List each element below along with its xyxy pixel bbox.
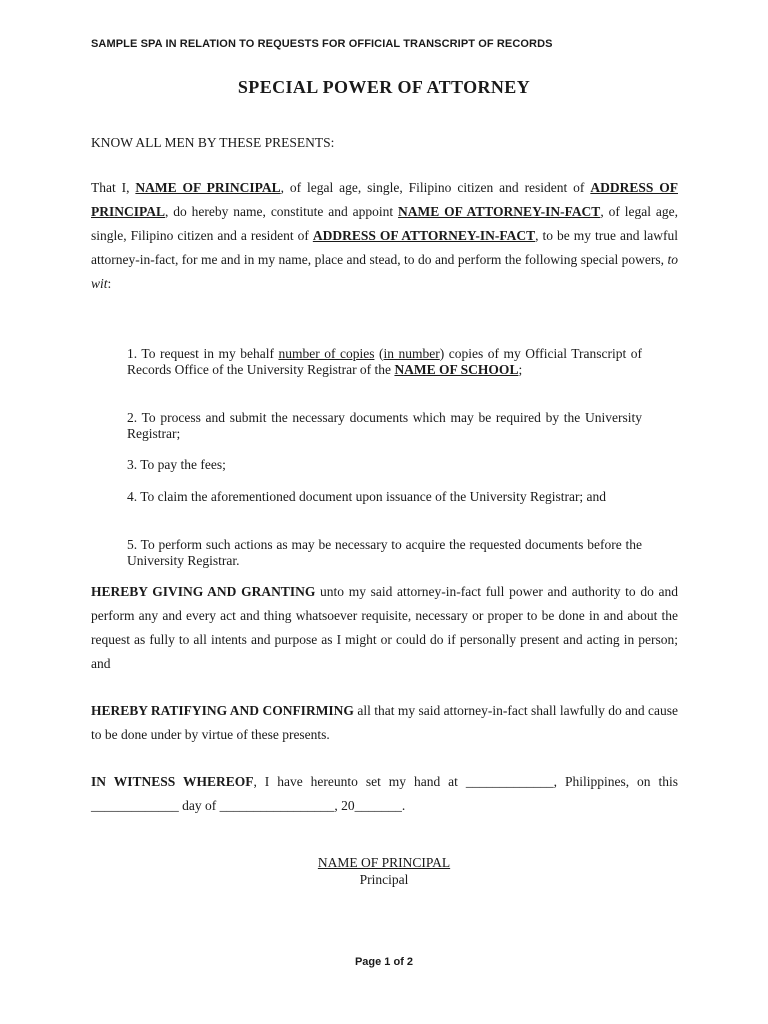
signature-block bbox=[0, 854, 768, 888]
intro-text-5: , to be my true and lawful attorney-in-fact, for me and in my name, place and stead, to do and perform the following special powers, bbox=[91, 228, 678, 267]
document-title: SPECIAL POWER OF ATTORNEY bbox=[237, 77, 531, 97]
power-1-text-c: ) copies of my Official Transcript of Records Office of the University Registrar of the bbox=[127, 346, 642, 377]
copies-field: number of copies bbox=[278, 346, 375, 361]
ratify-lead: HEREBY RATIFYING AND CONFIRMING bbox=[91, 703, 354, 718]
attorney-address-field: ADDRESS OF ATTORNEY-IN-FACT bbox=[312, 228, 536, 243]
witness-paragraph bbox=[91, 770, 678, 818]
power-item-5: 5. To perform such actions as may be necessary to acquire the requested documents before the University Registrar. bbox=[127, 537, 642, 568]
witness-text: , I have hereunto set my hand at _____________, Philippines, on this _____________ day of _________________, 20_______. bbox=[91, 774, 678, 813]
power-1-text-d: ; bbox=[518, 362, 523, 377]
attorney-name-field: NAME OF ATTORNEY-IN-FACT bbox=[398, 204, 601, 219]
intro-text-2: , of legal age, single, Filipino citizen and resident of bbox=[280, 180, 591, 195]
signature-role: Principal bbox=[359, 872, 409, 887]
to-wit: to wit bbox=[91, 252, 678, 291]
power-item-4: 4. To claim the aforementioned document upon issuance of the University Registrar; and bbox=[127, 489, 607, 504]
intro-paragraph bbox=[91, 176, 678, 296]
giving-text: unto my said attorney-in-fact full power and authority to do and perform any and every act and thing whatsoever requisite, necessary or proper to be done in and about the request as fully to all intents and purpose as I might or could do if personally present and acting in person; and bbox=[91, 584, 678, 671]
ratify-text: all that my said attorney-in-fact shall lawfully do and cause to be done under by virtue of these presents. bbox=[91, 703, 678, 742]
know-all-line: KNOW ALL MEN BY THESE PRESENTS: bbox=[91, 135, 335, 150]
power-1-text-b: ( bbox=[374, 346, 384, 361]
power-item-2: 2. To process and submit the necessary documents which may be required by the University Registrar; bbox=[127, 410, 642, 441]
document-header: SAMPLE SPA IN RELATION TO REQUESTS FOR OFFICIAL TRANSCRIPT OF RECORDS bbox=[91, 38, 553, 50]
witness-lead: IN WITNESS WHEREOF bbox=[91, 774, 254, 789]
giving-lead: HEREBY GIVING AND GRANTING bbox=[91, 584, 316, 599]
power-1-text-a: 1. To request in my behalf bbox=[127, 346, 279, 361]
principal-name-field: NAME OF PRINCIPAL bbox=[135, 180, 281, 195]
intro-text-4: , of legal age, single, Filipino citizen and a resident of bbox=[91, 204, 678, 243]
power-item-3: 3. To pay the fees; bbox=[127, 457, 226, 472]
page-number: Page 1 of 2 bbox=[354, 956, 414, 968]
in-number-field: in number bbox=[383, 346, 440, 361]
school-name-field: NAME OF SCHOOL bbox=[394, 362, 519, 377]
page-footer bbox=[0, 956, 768, 968]
principal-address-field: ADDRESS OF PRINCIPAL bbox=[91, 180, 678, 219]
intro-text-3: , do hereby name, constitute and appoint bbox=[165, 204, 398, 219]
giving-granting-paragraph bbox=[91, 580, 678, 676]
intro-text-6: : bbox=[107, 276, 112, 291]
power-item-1 bbox=[127, 346, 642, 378]
ratifying-paragraph bbox=[91, 699, 678, 747]
intro-text-1: That I, bbox=[91, 180, 136, 195]
signature-name: NAME OF PRINCIPAL bbox=[317, 855, 451, 870]
